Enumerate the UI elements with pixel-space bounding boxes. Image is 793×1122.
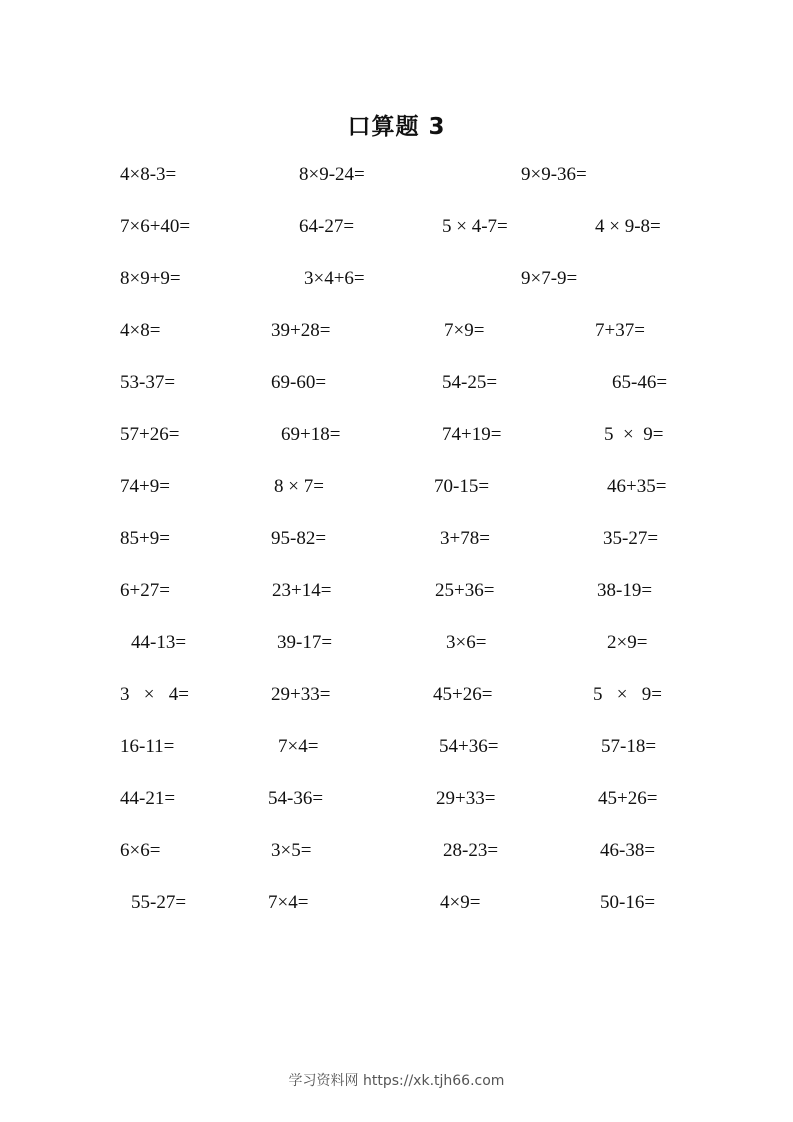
problem: 44-21= [120, 788, 176, 809]
problem: 46+35= [607, 476, 667, 497]
problem: 3+78= [440, 528, 490, 549]
problem: 65-46= [612, 372, 668, 393]
problem: 45+26= [433, 684, 493, 705]
problem: 6×6= [120, 840, 161, 861]
problem: 7×4= [268, 892, 309, 913]
problem: 3×5= [271, 840, 312, 861]
problem: 39-17= [277, 632, 333, 653]
problem-row [0, 420, 793, 450]
problem-row [0, 212, 793, 242]
problem-row [0, 472, 793, 502]
problem-row [0, 888, 793, 918]
problem: 74+9= [120, 476, 170, 497]
problem: 53-37= [120, 372, 176, 393]
problem: 23+14= [272, 580, 332, 601]
problem: 70-15= [434, 476, 490, 497]
problem: 29+33= [436, 788, 496, 809]
problem-row [0, 628, 793, 658]
problem: 9×7-9= [521, 268, 578, 289]
problem: 54-25= [442, 372, 498, 393]
problem: 57-18= [601, 736, 657, 757]
problem: 7+37= [595, 320, 645, 341]
problem: 8×9-24= [299, 164, 365, 185]
problem: 38-19= [597, 580, 653, 601]
problem: 8×9+9= [120, 268, 181, 289]
problem: 54-36= [268, 788, 324, 809]
problem: 85+9= [120, 528, 170, 549]
problem: 50-16= [600, 892, 656, 913]
problem-row [0, 836, 793, 866]
problem: 6+27= [120, 580, 170, 601]
problem-row [0, 316, 793, 346]
problem: 64-27= [299, 216, 355, 237]
problem-row [0, 160, 793, 190]
problem-row [0, 368, 793, 398]
problem: 9×9-36= [521, 164, 587, 185]
problem: 7×9= [444, 320, 485, 341]
problem-row [0, 264, 793, 294]
problem: 4 × 9-8= [595, 216, 661, 237]
problem: 5 × 4-7= [442, 216, 508, 237]
problem: 4×9= [440, 892, 481, 913]
problem: 55-27= [131, 892, 187, 913]
problem: 29+33= [271, 684, 331, 705]
problem: 7×6+40= [120, 216, 191, 237]
problem-row [0, 524, 793, 554]
problem: 45+26= [598, 788, 658, 809]
problem: 28-23= [443, 840, 499, 861]
problem: 44-13= [131, 632, 187, 653]
problem-row [0, 784, 793, 814]
problem: 3×6= [446, 632, 487, 653]
problem: 54+36= [439, 736, 499, 757]
problem: 74+19= [442, 424, 502, 445]
footer-watermark: 学习资料网 https://xk.tjh66.com [288, 1073, 505, 1089]
problem: 5 × 9= [604, 424, 664, 445]
page-title: 口算题 3 [347, 114, 446, 140]
problem: 39+28= [271, 320, 331, 341]
problem: 69-60= [271, 372, 327, 393]
problem: 4×8-3= [120, 164, 177, 185]
problem-row [0, 732, 793, 762]
problem: 3 × 4= [120, 684, 189, 705]
problem: 4×8= [120, 320, 161, 341]
problem: 5 × 9= [593, 684, 662, 705]
problem: 3×4+6= [304, 268, 365, 289]
problem: 7×4= [278, 736, 319, 757]
problem: 35-27= [603, 528, 659, 549]
problem: 8 × 7= [274, 476, 324, 497]
problem: 95-82= [271, 528, 327, 549]
problem: 46-38= [600, 840, 656, 861]
problem: 57+26= [120, 424, 180, 445]
problem: 2×9= [607, 632, 648, 653]
problem: 69+18= [281, 424, 341, 445]
problem-row [0, 680, 793, 710]
problem-row [0, 576, 793, 606]
problem: 16-11= [120, 736, 175, 757]
problem: 25+36= [435, 580, 495, 601]
